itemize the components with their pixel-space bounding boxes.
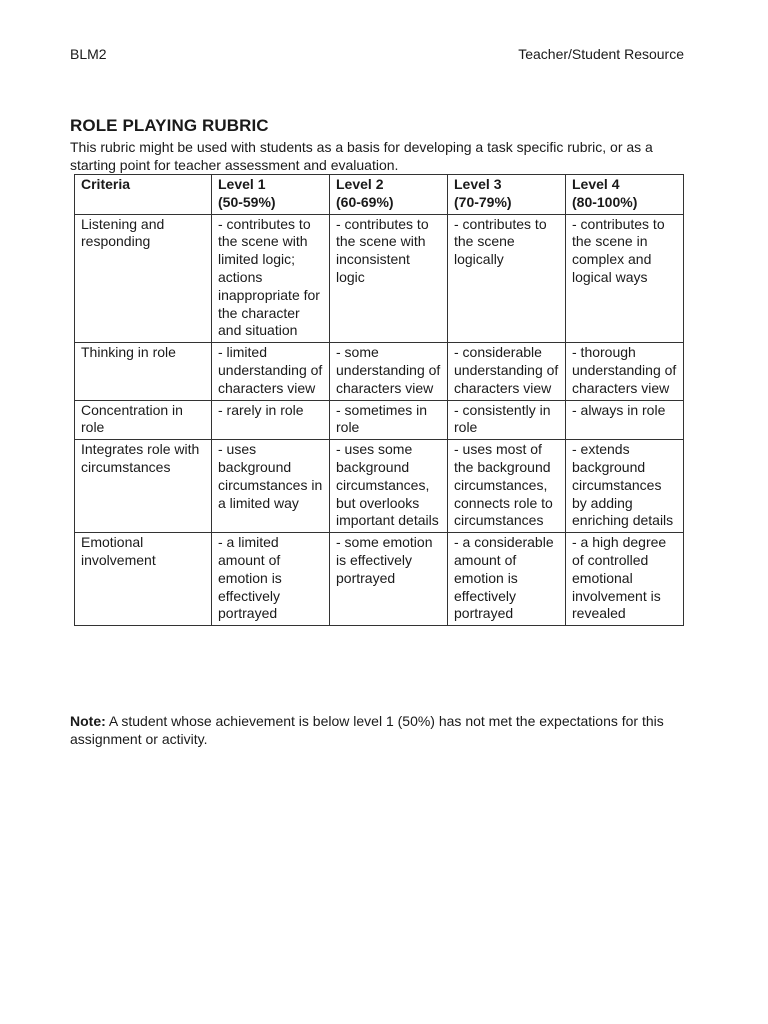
header-level-2-range: (60-69%): [336, 193, 394, 210]
table-row: [75, 214, 684, 343]
criteria-cell: Thinking in role: [75, 343, 212, 400]
table-row: [75, 440, 684, 533]
header-resource-label: Teacher/Student Resource: [518, 46, 684, 62]
header-level-4-label: Level 4: [572, 176, 620, 192]
level-4-cell: - a high degree of controlled emotional involvement is revealed: [566, 533, 684, 626]
header-criteria: [75, 175, 212, 215]
level-2-cell: - some emotion is effectively portrayed: [330, 533, 448, 626]
level-1-cell: - uses background circumstances in a limited way: [212, 440, 330, 533]
table-row: [75, 533, 684, 626]
header-level-4-range: (80-100%): [572, 193, 638, 210]
rubric-table-header: [75, 175, 684, 215]
page-title: ROLE PLAYING RUBRIC: [70, 116, 269, 135]
level-3-cell: - contributes to the scene logically: [448, 214, 566, 343]
level-1-cell: - contributes to the scene with limited logic; actions inappropriate for the character and situation: [212, 214, 330, 343]
footnote: [70, 712, 700, 748]
level-2-cell: - uses some background circumstances, but overlooks important details: [330, 440, 448, 533]
level-4-cell: - contributes to the scene in complex and logical ways: [566, 214, 684, 343]
level-3-cell: - considerable understanding of characters view: [448, 343, 566, 400]
level-4-cell: - always in role: [566, 400, 684, 440]
header-level-1-range: (50-59%): [218, 193, 276, 210]
criteria-cell: Emotional involvement: [75, 533, 212, 626]
criteria-cell: Integrates role with circumstances: [75, 440, 212, 533]
level-1-cell: - a limited amount of emotion is effectively portrayed: [212, 533, 330, 626]
level-2-cell: - sometimes in role: [330, 400, 448, 440]
header-level-2: [330, 175, 448, 215]
header-level-3-range: (70-79%): [454, 193, 512, 210]
intro-paragraph: This rubric might be used with students as a basis for developing a task specific rubric, or as a starting point for teacher assessment and evaluation.: [70, 139, 653, 173]
header-row: [75, 175, 684, 215]
level-3-cell: - uses most of the background circumstances, connects role to circumstances: [448, 440, 566, 533]
level-4-cell: - thorough understanding of characters view: [566, 343, 684, 400]
level-1-cell: - rarely in role: [212, 400, 330, 440]
note-text: A student whose achievement is below level 1 (50%) has not met the expectations for this assignment or activity.: [70, 713, 664, 747]
header-level-1-label: Level 1: [218, 176, 266, 192]
level-3-cell: - a considerable amount of emotion is effectively portrayed: [448, 533, 566, 626]
level-1-cell: - limited understanding of characters view: [212, 343, 330, 400]
level-3-cell: - consistently in role: [448, 400, 566, 440]
rubric-table-body: [75, 214, 684, 626]
criteria-cell: Listening and responding: [75, 214, 212, 343]
header-level-1: [212, 175, 330, 215]
level-4-cell: - extends background circumstances by adding enriching details: [566, 440, 684, 533]
header-level-3: [448, 175, 566, 215]
level-2-cell: - contributes to the scene with inconsistent logic: [330, 214, 448, 343]
header-level-3-label: Level 3: [454, 176, 502, 192]
table-row: [75, 400, 684, 440]
header-level-2-label: Level 2: [336, 176, 384, 192]
header-code: BLM2: [70, 46, 107, 62]
header-level-4: [566, 175, 684, 215]
criteria-cell: Concentration in role: [75, 400, 212, 440]
table-row: [75, 343, 684, 400]
header-criteria-label: Criteria: [81, 176, 131, 192]
rubric-table: [74, 174, 684, 626]
note-label: Note:: [70, 713, 106, 729]
level-2-cell: - some understanding of characters view: [330, 343, 448, 400]
